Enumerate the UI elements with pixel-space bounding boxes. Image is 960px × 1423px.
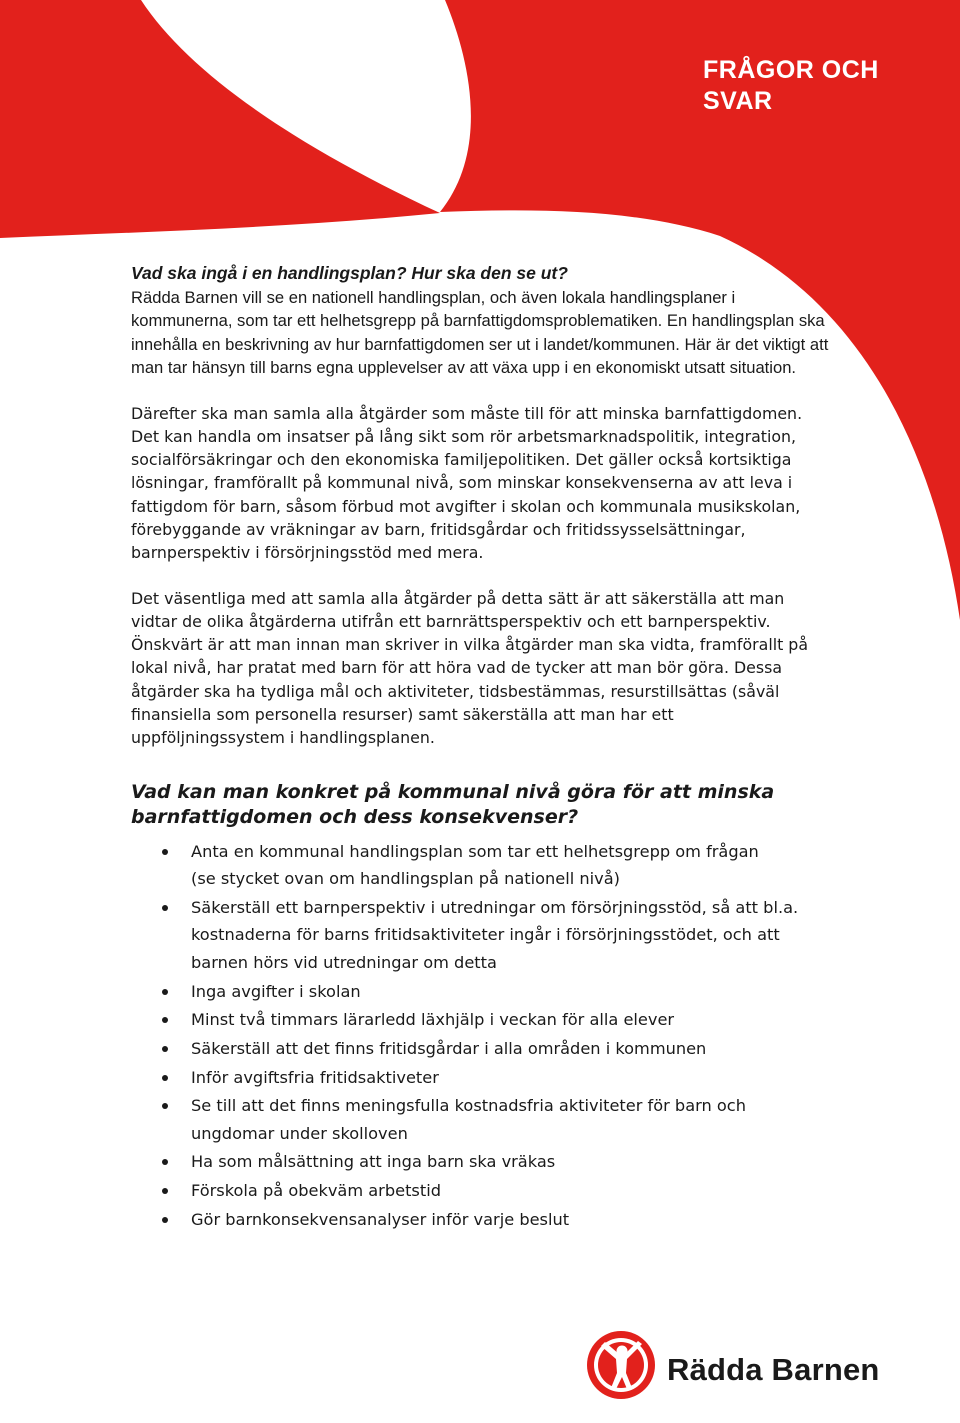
bullet-icon — [162, 1017, 168, 1023]
list-item: Säkerställ att det finns fritidsgårdar i alla områden i kommunen — [131, 1035, 831, 1063]
rädda-barnen-logo — [583, 1326, 913, 1402]
list-item: Gör barnkonsekvensanalyser inför varje beslut — [131, 1206, 831, 1234]
bullet-icon — [162, 1217, 168, 1223]
paragraph-2: Därefter ska man samla alla åtgärder som måste till för att minska barnfattigdomen. Det kan handla om insatser på lång sikt som rör arbetsmarknadspolitik, integration, socialförsäkringar och den ekonomiska familjepolitiken. Det gäller också kortsiktiga lösningar, framförallt på kommunal nivå, som minskar konsekvenserna av att leva i fattigdom för barn, såsom förbud mot avgifter i skolan och kommunala musikskolan, förebyggande av vräkningar av barn, fritidsgårdar och fritidssysselsättningar, barnperspektiv i försörjningsstöd med mera. — [131, 403, 803, 563]
bullet-icon — [162, 1103, 168, 1109]
question-heading-2-line1: Vad kan man konkret på kommunal nivå göra för att minska — [131, 780, 775, 803]
list-item: Förskola på obekväm arbetstid — [131, 1177, 831, 1205]
paragraph-3: Det väsentliga med att samla alla åtgärder på detta sätt är att säkerställa att man vidtar de olika åtgärderna utifrån ett barnrättsperspektiv och ett barnperspektiv. Önskvärt är att man innan man skriver in vilka åtgärder man ska vidta, framförallt på lokal nivå, har pratat med barn för att höra vad de tycker att man bör göra. Dessa åtgärder ska ha tydliga mål och aktiviteter, tidsbestämmas, resurstillsättas (såväl finansiella som personella resurser) samt säkerställa att man har ett uppföljningssystem i handlingsplanen. — [131, 588, 809, 748]
document-body — [131, 262, 831, 1235]
action-list — [131, 838, 831, 1234]
page-label-line1: FRÅGOR OCH — [703, 56, 879, 84]
list-item: Se till att det finns meningsfulla kostnadsfria aktiviteter för barn och ungdomar under skolloven — [131, 1092, 831, 1147]
logo-text: Rädda Barnen — [667, 1352, 880, 1387]
question-heading-2-line2: barnfattigdomen och dess konsekvenser? — [131, 805, 579, 828]
red-swoosh-top-left — [0, 0, 440, 238]
bullet-icon — [162, 905, 168, 911]
list-item: Säkerställ ett barnperspektiv i utredningar om försörjningsstöd, så att bl.a. kostnaderna för barns fritidsaktiviteter ingår i försörjningsstödet, och att barnen hörs vid utredningar om detta — [131, 894, 831, 977]
list-item: Minst två timmars lärarledd läxhjälp i veckan för alla elever — [131, 1006, 831, 1034]
bullet-icon — [162, 1188, 168, 1194]
list-item: Ha som målsättning att inga barn ska vräkas — [131, 1148, 831, 1176]
question-heading-2 — [131, 780, 831, 830]
bullet-icon — [162, 849, 168, 855]
bullet-icon — [162, 989, 168, 995]
page-label — [703, 55, 943, 117]
child-figure-icon — [583, 1326, 663, 1402]
bullet-icon — [162, 1159, 168, 1165]
page-label-line2: SVAR — [703, 87, 773, 115]
question-heading-1: Vad ska ingå i en handlingsplan? Hur ska den se ut? — [131, 263, 568, 283]
list-item: Inför avgiftsfria fritidsaktiveter — [131, 1064, 831, 1092]
bullet-icon — [162, 1075, 168, 1081]
list-item: Anta en kommunal handlingsplan som tar ett helhetsgrepp om frågan (se stycket ovan om handlingsplan på nationell nivå) — [131, 838, 831, 893]
bullet-icon — [162, 1046, 168, 1052]
list-item: Inga avgifter i skolan — [131, 978, 831, 1006]
paragraph-1: Rädda Barnen vill se en nationell handlingsplan, och även lokala handlingsplaner i kommunerna, som tar ett helhetsgrepp på barnfattigdomsproblematiken. En handlingsplan ska innehålla en beskrivning av hur barnfattigdomen ser ut i landet/kommunen. Här är det viktigt att man tar hänsyn till barns egna upplevelser av att växa upp i en ekonomiskt utsatt situation. — [131, 287, 829, 377]
